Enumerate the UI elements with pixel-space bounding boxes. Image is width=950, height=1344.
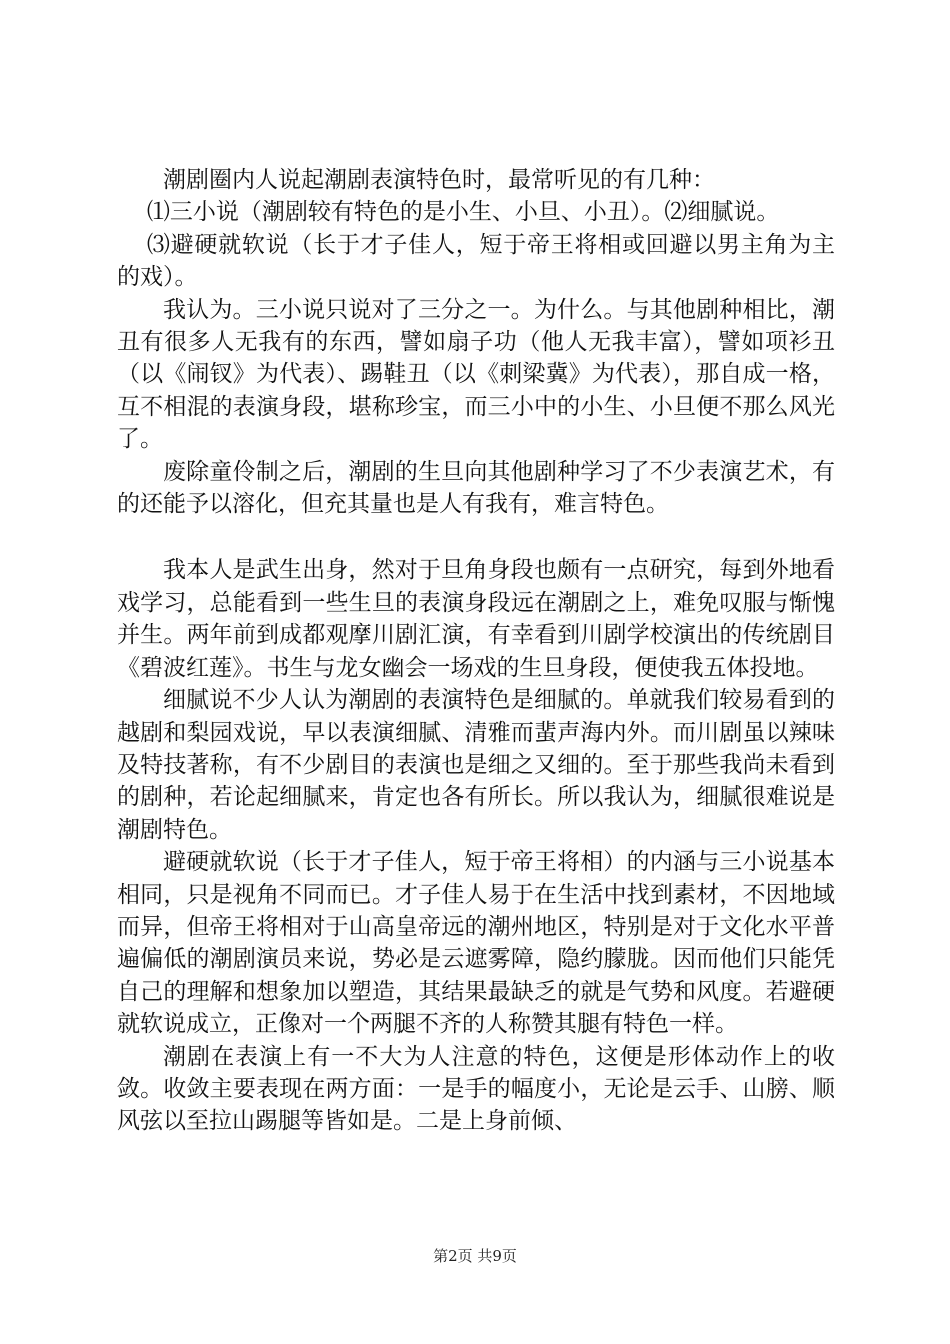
paragraph-item-3: ⑶避硬就软说（长于才子佳人，短于帝王将相或回避以男主角为主的戏）。 [117, 231, 835, 291]
paragraph-avoid-hard: 避硬就软说（长于才子佳人，短于帝王将相）的内涵与三小说基本相同，只是视角不同而已。才子佳人易于在生活中找到素材，不因地域而异，但帝王将相对于山高皇帝远的潮州地区，特别是对于文化水平普遍偏低的潮剧演员来说，势必是云遮雾障，隐约朦胧。因而他们只能凭自己的理解和想象加以塑造，其结果最缺乏的就是气势和风度。若避硬就软说成立，正像对一个两腿不齐的人称赞其腿有特色一样。 [117, 849, 835, 1038]
paragraph-spacer [117, 520, 835, 554]
paragraph-three-xiao: 我认为。三小说只说对了三分之一。为什么。与其他剧种相比，潮丑有很多人无我有的东西，譬如扇子功（他人无我丰富），譬如项衫丑（以《闹钗》为代表）、踢鞋丑（以《刺梁冀》为代表），那自成一格，互不相混的表演身段，堪称珍宝，而三小中的小生、小旦便不那么风光了。 [117, 296, 835, 453]
paragraph-restraint: 潮剧在表演上有一不大为人注意的特色，这便是形体动作上的收敛。收敛主要表现在两方面：一是手的幅度小，无论是云手、山膀、顺风弦以至拉山踢腿等皆如是。二是上身前倾、 [117, 1043, 835, 1135]
paragraph-child-actor-system: 废除童伶制之后，潮剧的生旦向其他剧种学习了不少表演艺术，有的还能予以溶化，但充其量也是人有我有，难言特色。 [117, 458, 835, 518]
paragraph-item-1-2: ⑴三小说（潮剧较有特色的是小生、小旦、小丑）。⑵细腻说。 [146, 199, 780, 226]
document-body [117, 164, 835, 1138]
page-footer: 第2页 共9页 [433, 1247, 517, 1265]
paragraph-intro: 潮剧圈内人说起潮剧表演特色时，最常听见的有几种： [163, 167, 715, 193]
paragraph-wusheng: 我本人是武生出身，然对于旦角身段也颇有一点研究，每到外地看戏学习，总能看到一些生旦的表演身段远在潮剧之上，难免叹服与惭愧并生。两年前到成都观摩川剧汇演，有幸看到川剧学校演出的传统剧目《碧波红莲》。书生与龙女幽会一场戏的生旦身段，便使我五体投地。 [117, 557, 835, 681]
paragraph-delicacy: 细腻说不少人认为潮剧的表演特色是细腻的。单就我们较易看到的越剧和梨园戏说，早以表演细腻、清雅而蜚声海内外。而川剧虽以辣味及特技著称，有不少剧目的表演也是细之又细的。至于那些我尚未看到的剧种，若论起细腻来，肯定也各有所长。所以我认为，细腻很难说是潮剧特色。 [117, 687, 835, 843]
